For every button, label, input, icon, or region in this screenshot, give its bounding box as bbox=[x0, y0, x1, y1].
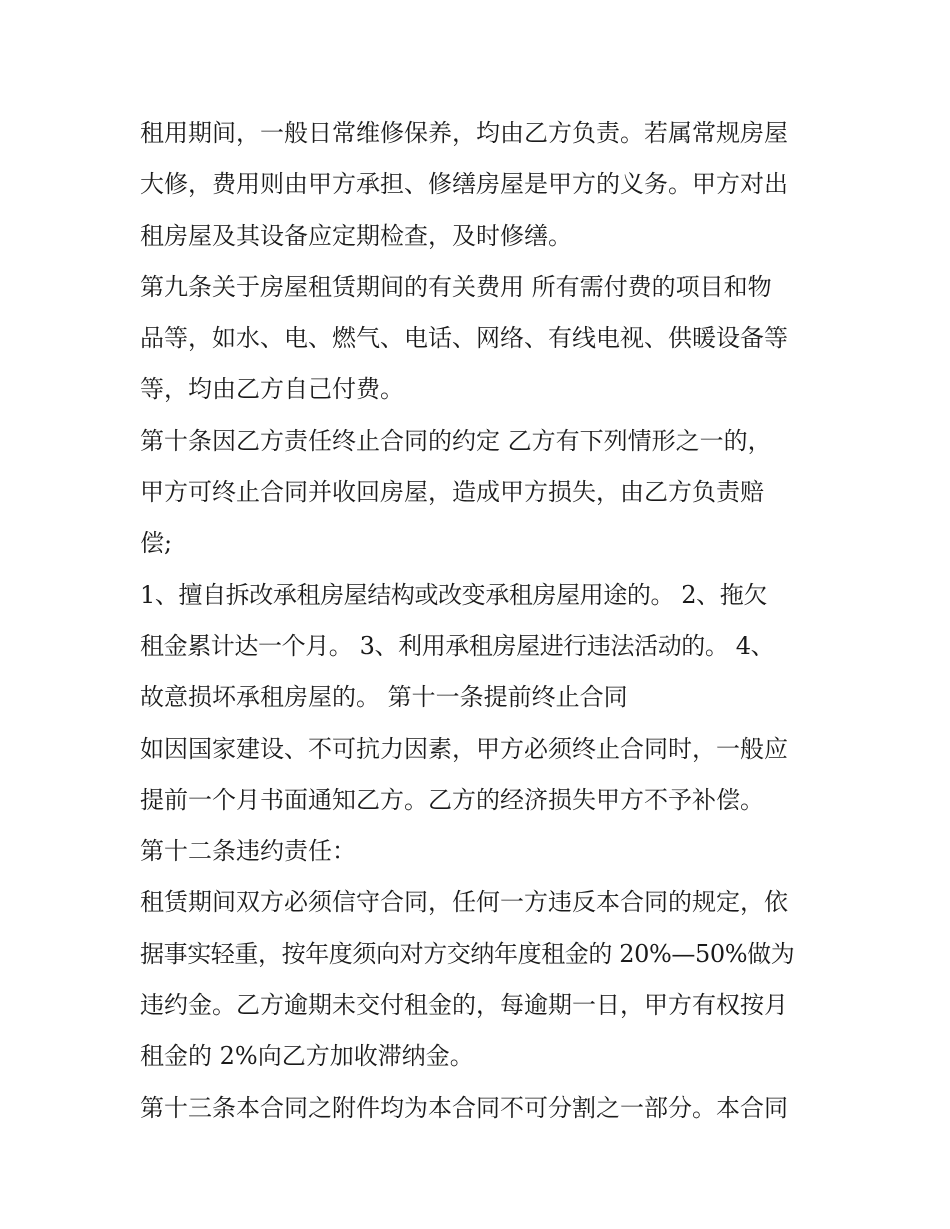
text-line: 故意损坏承租房屋的。 第十一条提前终止合同 bbox=[140, 683, 628, 712]
text-line: 大修，费用则由甲方承担、修缮房屋是甲方的义务。甲方对出 bbox=[140, 170, 788, 199]
text-line: 第十二条违约责任： bbox=[140, 837, 356, 866]
text-line: 租金的 2%向乙方加收滞纳金。 bbox=[140, 1042, 474, 1071]
text-line: 租房屋及其设备应定期检查，及时修缮。 bbox=[140, 221, 572, 250]
text-line: 甲方可终止合同并收回房屋，造成甲方损失，由乙方负责赔 bbox=[140, 478, 764, 507]
text-line: 租金累计达一个月。 3、利用承租房屋进行违法活动的。 4、 bbox=[140, 631, 775, 660]
text-line: 偿; bbox=[140, 529, 173, 558]
text-line: 第十三条本合同之附件均为本合同不可分割之一部分。本合同 bbox=[140, 1093, 788, 1122]
text-line: 第十条因乙方责任终止合同的约定 乙方有下列情形之一的， bbox=[140, 426, 772, 455]
text-line: 如因国家建设、不可抗力因素，甲方必须终止合同时，一般应 bbox=[140, 734, 788, 763]
text-line: 第九条关于房屋租赁期间的有关费用 所有需付费的项目和物 bbox=[140, 272, 772, 301]
text-line: 据事实轻重，按年度须向对方交纳年度租金的 20%—50%做为 bbox=[140, 939, 795, 968]
contract-body-text bbox=[140, 108, 820, 1134]
text-line: 等，均由乙方自己付费。 bbox=[140, 375, 404, 404]
text-line: 提前一个月书面通知乙方。乙方的经济损失甲方不予补偿。 bbox=[140, 785, 764, 814]
text-line: 违约金。乙方逾期未交付租金的，每逾期一日，甲方有权按月 bbox=[140, 991, 788, 1020]
text-line: 租赁期间双方必须信守合同，任何一方违反本合同的规定，依 bbox=[140, 888, 788, 917]
text-line: 租用期间，一般日常维修保养，均由乙方负责。若属常规房屋 bbox=[140, 119, 788, 147]
text-line: 品等，如水、电、燃气、电话、网络、有线电视、供暖设备等 bbox=[140, 324, 788, 353]
text-line: 1、擅自拆改承租房屋结构或改变承租房屋用途的。 2、拖欠 bbox=[140, 580, 767, 609]
